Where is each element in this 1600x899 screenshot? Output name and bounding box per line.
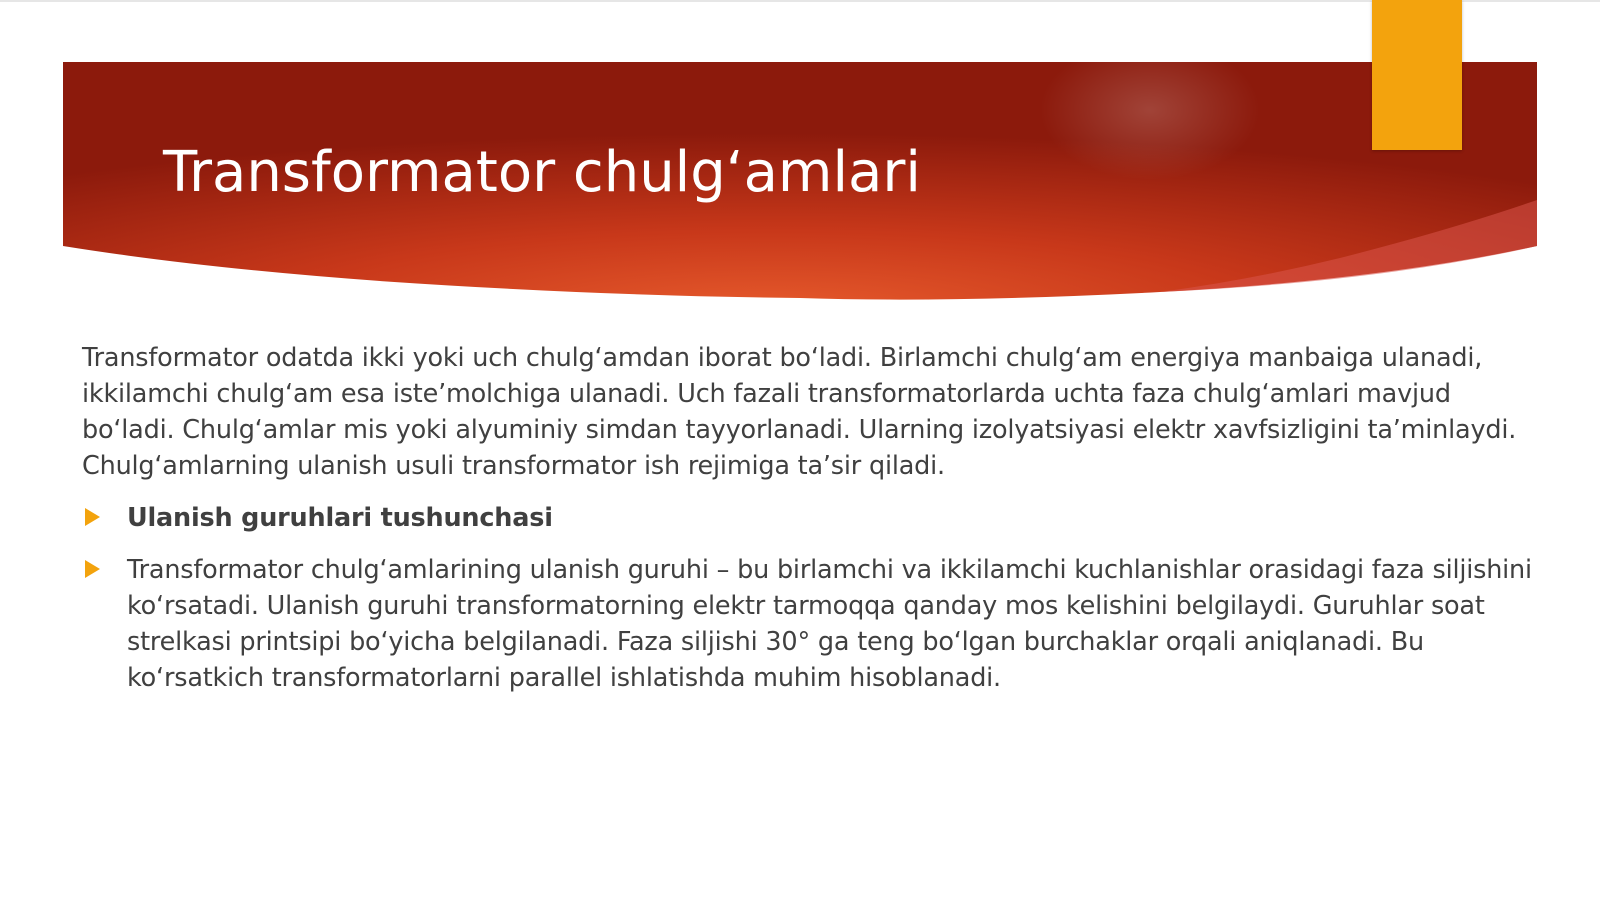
slide-body <box>82 340 1532 696</box>
accent-tab <box>1372 0 1462 150</box>
intro-paragraph: Transformator odatda ikki yoki uch chulg‘amdan iborat bo‘ladi. Birlamchi chulg‘am energiya manbaiga ulanadi, ikkilamchi chulg‘am esa iste’molchiga ulanadi. Uch fazali transformatorlarda uchta faza chulg‘amlari mavjud bo‘ladi. Chulg‘amlar mis yoki alyuminiy simdan tayyorlanadi. Ularning izolyatsiyasi elektr xavfsizligini ta’minlaydi. Chulg‘amlarning ulanish usuli transformator ish rejimiga ta’sir qiladi. <box>82 343 1517 481</box>
bullet-heading: Ulanish guruhlari tushunchasi <box>127 503 553 533</box>
slide-title: Transformator chulg‘amlari <box>163 140 921 205</box>
bullet-item-connection-group-description <box>82 552 1532 696</box>
bullet-list <box>82 500 1532 696</box>
orange-triangle-bullet-icon <box>85 508 100 526</box>
bullet-item-connection-groups <box>82 500 1532 536</box>
orange-triangle-bullet-icon <box>85 560 100 578</box>
bullet-text: Transformator chulg‘amlarining ulanish guruhi – bu birlamchi va ikkilamchi kuchlanishlar orasidagi faza siljishini ko‘rsatadi. Ulanish guruhi transformatorning elektr tarmoqqa qanday mos kelishini belgilaydi. Guruhlar soat strelkasi printsipi bo‘yicha belgilanadi. Faza siljishi 30° ga teng bo‘lgan burchaklar orqali aniqlanadi. Bu ko‘rsatkich transformatorlarni parallel ishlatishda muhim hisoblanadi. <box>127 555 1532 693</box>
